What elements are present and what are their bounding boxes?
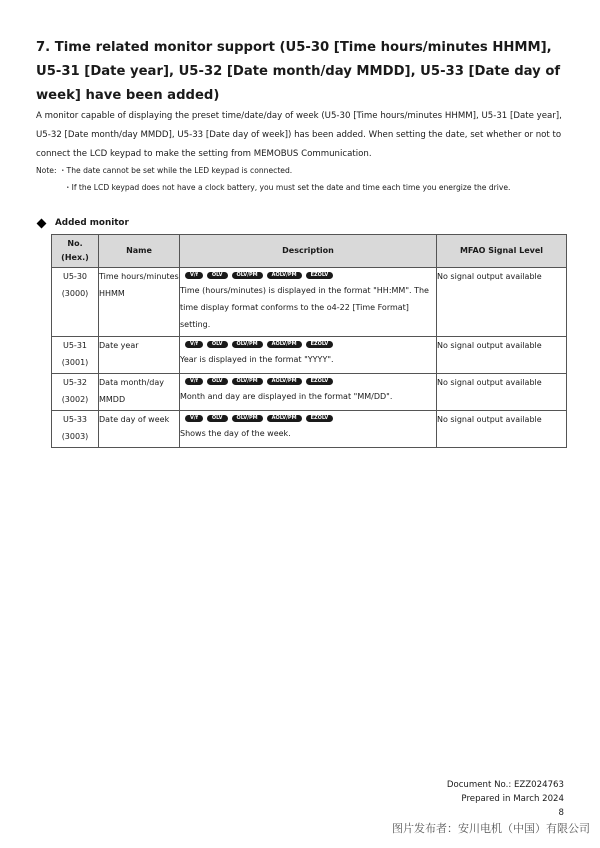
note-label: Note: bbox=[36, 166, 57, 175]
badge-aolv-pm: AOLV/PM bbox=[267, 378, 302, 385]
badge-ezolv: EZOLV bbox=[306, 378, 334, 385]
badge-aolv-pm: AOLV/PM bbox=[267, 415, 302, 422]
section-header bbox=[38, 218, 129, 228]
header-mfao: MFAO Signal Level bbox=[437, 235, 567, 268]
cell-description bbox=[180, 374, 437, 411]
cell-name: Time hours/minutes HHMM bbox=[99, 268, 180, 337]
badge-aolv-pm: AOLV/PM bbox=[267, 341, 302, 348]
control-mode-badges bbox=[180, 268, 436, 282]
table-header-row bbox=[52, 235, 567, 268]
badge-olv: OLV bbox=[207, 272, 228, 279]
cell-no: U5-32 (3002) bbox=[52, 374, 99, 411]
header-description: Description bbox=[180, 235, 437, 268]
badge-olv-pm: OLV/PM bbox=[232, 415, 263, 422]
prepared-date: Prepared in March 2024 bbox=[461, 794, 564, 804]
table-row bbox=[52, 374, 567, 411]
cell-name: Data month/day MMDD bbox=[99, 374, 180, 411]
cell-description bbox=[180, 268, 437, 337]
badge-vf: V/f bbox=[185, 378, 203, 385]
cell-description bbox=[180, 337, 437, 374]
note-line-2: ・If the LCD keypad does not have a clock battery, you must set the date and time each time you energize the drive. bbox=[64, 183, 511, 192]
cell-no: U5-30 (3000) bbox=[52, 268, 99, 337]
intro-paragraph: A monitor capable of displaying the preset time/date/day of week (U5-30 [Time hours/minutes HHMM], U5-31 [Date year], U5-32 [Date month/day MMDD], U5-33 [Date day of week]) has been added. When setting the date, set whether or not to connect the LCD keypad to make the setting from MEMOBUS Communication. bbox=[36, 111, 562, 159]
page-number: 8 bbox=[558, 808, 564, 818]
cell-no: U5-31 (3001) bbox=[52, 337, 99, 374]
badge-olv-pm: OLV/PM bbox=[232, 272, 263, 279]
cell-name: Date year bbox=[99, 337, 180, 374]
page-heading: 7. Time related monitor support (U5-30 [Time hours/minutes HHMM], U5-31 [Date year], U5-32 [Date month/day MMDD], U5-33 [Date day of week] have been added) bbox=[36, 40, 561, 103]
diamond-bullet-icon bbox=[37, 218, 47, 228]
table-row bbox=[52, 411, 567, 448]
cell-mfao: No signal output available bbox=[437, 411, 567, 448]
badge-olv-pm: OLV/PM bbox=[232, 341, 263, 348]
badge-ezolv: EZOLV bbox=[306, 341, 334, 348]
control-mode-badges bbox=[180, 374, 436, 388]
table-row bbox=[52, 268, 567, 337]
control-mode-badges bbox=[180, 337, 436, 351]
badge-olv: OLV bbox=[207, 415, 228, 422]
control-mode-badges bbox=[180, 411, 436, 425]
badge-olv: OLV bbox=[207, 378, 228, 385]
description-text: Month and day are displayed in the format "MM/DD". bbox=[180, 392, 393, 401]
cell-mfao: No signal output available bbox=[437, 337, 567, 374]
cell-mfao: No signal output available bbox=[437, 374, 567, 411]
badge-vf: V/f bbox=[185, 272, 203, 279]
description-text: Time (hours/minutes) is displayed in the format "HH:MM". The time display format conforms to the o4-22 [Time Format] setting. bbox=[180, 286, 429, 329]
badge-ezolv: EZOLV bbox=[306, 272, 334, 279]
badge-olv: OLV bbox=[207, 341, 228, 348]
description-text: Shows the day of the week. bbox=[180, 429, 291, 438]
badge-vf: V/f bbox=[185, 341, 203, 348]
cell-name: Date day of week bbox=[99, 411, 180, 448]
note-line-1 bbox=[36, 165, 292, 177]
header-name: Name bbox=[99, 235, 180, 268]
publisher-watermark: 图片发布者：安川电机（中国）有限公司 bbox=[392, 822, 590, 835]
section-title: Added monitor bbox=[55, 218, 129, 228]
cell-no: U5-33 (3003) bbox=[52, 411, 99, 448]
badge-vf: V/f bbox=[185, 415, 203, 422]
cell-description bbox=[180, 411, 437, 448]
badge-aolv-pm: AOLV/PM bbox=[267, 272, 302, 279]
badge-ezolv: EZOLV bbox=[306, 415, 334, 422]
header-no: No. (Hex.) bbox=[52, 235, 99, 268]
document-number: Document No.: EZZ024763 bbox=[446, 780, 564, 790]
monitor-table bbox=[51, 234, 567, 448]
note-text-1: ・The date cannot be set while the LED keypad is connected. bbox=[58, 166, 293, 175]
table-row bbox=[52, 337, 567, 374]
badge-olv-pm: OLV/PM bbox=[232, 378, 263, 385]
cell-mfao: No signal output available bbox=[437, 268, 567, 337]
description-text: Year is displayed in the format "YYYY". bbox=[180, 355, 334, 364]
